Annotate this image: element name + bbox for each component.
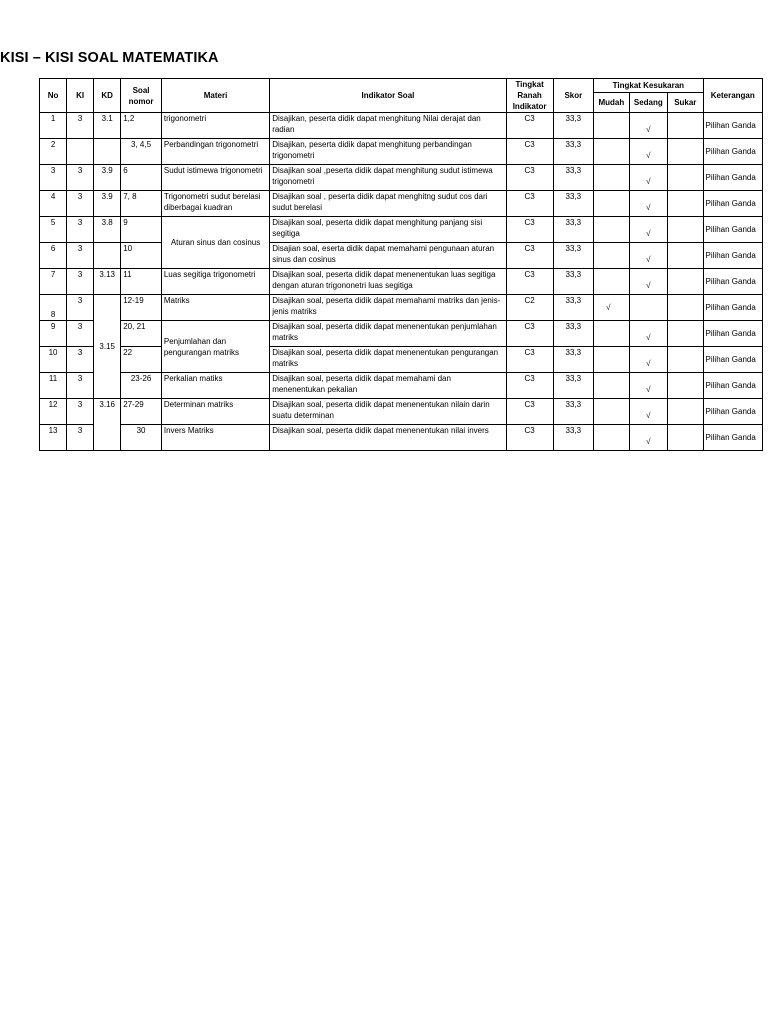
cell-sedang [629,243,668,269]
check-mark: √ [646,280,651,290]
cell-skor: 33,3 [553,347,594,373]
cell-sedang [629,295,668,321]
cell-ki: 3 [67,425,94,451]
header-tingkat-kesukaran: Tingkat Kesukaran [594,79,703,93]
table-row [40,113,763,139]
cell-ranah: C3 [506,217,553,243]
cell-mudah [594,373,629,399]
cell-keterangan: Pilihan Ganda [703,113,762,139]
cell-sedang [629,113,668,139]
cell-kd: 3.9 [94,165,121,191]
document-title: KISI – KISI SOAL MATEMATIKA [0,50,219,66]
cell-kd: 3.13 [94,269,121,295]
cell-no: 11 [40,373,67,399]
cell-mudah [594,165,629,191]
cell-ranah: C3 [506,373,553,399]
cell-skor: 33,3 [553,399,594,425]
table-row [40,425,763,451]
cell-sedang [629,165,668,191]
header-tingkat-ranah: Tingkat Ranah Indikator [506,79,553,113]
cell-materi: Determinan matriks [161,399,269,425]
header-sedang: Sedang [629,92,668,112]
cell-ki: 3 [67,113,94,139]
check-mark: √ [646,358,651,368]
cell-ranah: C3 [506,191,553,217]
cell-no: 13 [40,425,67,451]
cell-keterangan: Pilihan Ganda [703,347,762,373]
header-indikator: Indikator Soal [270,79,506,113]
cell-materi: Trigonometri sudut berelasi diberbagai kuadran [161,191,269,217]
cell-sukar [668,295,703,321]
cell-ranah: C3 [506,347,553,373]
cell-ki: 3 [67,269,94,295]
cell-mudah [594,243,629,269]
cell-kd: 3.15 [94,295,121,399]
cell-no: 8 [40,295,67,321]
cell-keterangan: Pilihan Ganda [703,399,762,425]
cell-soal: 9 [121,217,162,243]
cell-sedang [629,217,668,243]
table-row [40,295,763,321]
cell-no: 9 [40,321,67,347]
cell-kd: 3.8 [94,217,121,243]
cell-soal: 27-29 [121,399,162,425]
cell-keterangan: Pilihan Ganda [703,139,762,165]
check-mark: √ [646,176,651,186]
check-mark: √ [646,228,651,238]
check-mark: √ [646,436,651,446]
cell-soal: 23-26 [121,373,162,399]
cell-no: 7 [40,269,67,295]
cell-keterangan: Pilihan Ganda [703,373,762,399]
header-materi: Materi [161,79,269,113]
table-row [40,399,763,425]
cell-keterangan: Pilihan Ganda [703,165,762,191]
cell-keterangan: Pilihan Ganda [703,321,762,347]
cell-sedang [629,191,668,217]
header-no: No [40,79,67,113]
cell-indikator: Disajikan soal, peserta didik dapat menenentukan luas segitiga dengan aturan trigononetri luas segitiga [270,269,506,295]
table-row [40,191,763,217]
check-mark: √ [646,410,651,420]
cell-sukar [668,191,703,217]
table-row [40,243,763,269]
cell-skor: 33,3 [553,373,594,399]
table-row [40,139,763,165]
cell-indikator: Disajikan soal, peserta didik dapat menenentukan pengurangan matriks [270,347,506,373]
cell-skor: 33,3 [553,139,594,165]
header-skor: Skor [553,79,594,113]
cell-sedang [629,347,668,373]
cell-ki: 3 [67,347,94,373]
cell-mudah [594,295,629,321]
cell-sedang [629,269,668,295]
cell-soal: 10 [121,243,162,269]
cell-indikator: Disajikan soal, peserta didik dapat menenentukan nilain darin suatu determinan [270,399,506,425]
cell-indikator: Disajian soal, eserta didik dapat memahami pengunaan aturan sinus dan cosinus [270,243,506,269]
cell-ranah: C2 [506,295,553,321]
header-kd: KD [94,79,121,113]
cell-sukar [668,321,703,347]
cell-sukar [668,373,703,399]
cell-ranah: C3 [506,399,553,425]
cell-ranah: C3 [506,113,553,139]
cell-no: 1 [40,113,67,139]
table-row [40,269,763,295]
cell-skor: 33,3 [553,165,594,191]
cell-keterangan: Pilihan Ganda [703,269,762,295]
cell-soal: 12-19 [121,295,162,321]
cell-materi: trigonometri [161,113,269,139]
header-sukar: Sukar [668,92,703,112]
cell-keterangan: Pilihan Ganda [703,243,762,269]
cell-indikator: Disajikan soal, peserta didik dapat menghitung panjang sisi segitiga [270,217,506,243]
cell-materi: Penjumlahan dan pengurangan matriks [161,321,269,373]
table-row [40,373,763,399]
cell-skor: 33,3 [553,113,594,139]
cell-soal: 6 [121,165,162,191]
cell-ki: 3 [67,373,94,399]
cell-indikator: Disajikan soal , peserta didik dapat menghitng sudut cos dari sudut berelasi [270,191,506,217]
cell-indikator: Disajikan, peserta didik dapat menghitung perbandingan trigonometri [270,139,506,165]
cell-ranah: C3 [506,269,553,295]
cell-kd: 3.9 [94,191,121,217]
cell-keterangan: Pilihan Ganda [703,295,762,321]
cell-mudah [594,425,629,451]
cell-indikator: Disajikan, peserta didik dapat menghitung Nilai derajat dan radian [270,113,506,139]
cell-ranah: C3 [506,243,553,269]
cell-ki: 3 [67,399,94,425]
cell-ranah: C3 [506,165,553,191]
cell-keterangan: Pilihan Ganda [703,191,762,217]
header-mudah: Mudah [594,92,629,112]
cell-materi: Invers Matriks [161,425,269,451]
table-row [40,217,763,243]
cell-mudah [594,269,629,295]
cell-soal: 3, 4,5 [121,139,162,165]
cell-no: 4 [40,191,67,217]
cell-sukar [668,217,703,243]
cell-indikator: Disajikan soal ,peserta didik dapat menghitung sudut istimewa trigonometri [270,165,506,191]
cell-skor: 33,3 [553,217,594,243]
cell-sukar [668,399,703,425]
cell-skor: 33,3 [553,295,594,321]
cell-sukar [668,113,703,139]
cell-sedang [629,373,668,399]
cell-skor: 33,3 [553,243,594,269]
cell-materi: Perbandingan trigonometri [161,139,269,165]
kisi-table [39,78,763,451]
cell-indikator: Disajikan soal, peserta didik dapat menenentukan penjumlahan matriks [270,321,506,347]
cell-no: 5 [40,217,67,243]
cell-skor: 33,3 [553,321,594,347]
cell-sukar [668,139,703,165]
cell-kd [94,243,121,269]
check-mark: √ [646,202,651,212]
cell-materi: Sudut istimewa trigonometri [161,165,269,191]
cell-kd: 3.1 [94,113,121,139]
cell-sedang [629,399,668,425]
cell-mudah [594,321,629,347]
cell-soal: 22 [121,347,162,373]
cell-no: 12 [40,399,67,425]
cell-skor: 33,3 [553,425,594,451]
cell-soal: 1,2 [121,113,162,139]
cell-soal: 11 [121,269,162,295]
cell-keterangan: Pilihan Ganda [703,217,762,243]
cell-mudah [594,399,629,425]
cell-ranah: C3 [506,321,553,347]
cell-ranah: C3 [506,425,553,451]
table-row [40,165,763,191]
cell-materi: Luas segitiga trigonometri [161,269,269,295]
cell-soal: 30 [121,425,162,451]
cell-ki: 3 [67,243,94,269]
cell-mudah [594,217,629,243]
cell-sukar [668,243,703,269]
cell-kd: 3.16 [94,399,121,451]
cell-ki: 3 [67,321,94,347]
check-mark: √ [646,384,651,394]
cell-mudah [594,191,629,217]
cell-skor: 33,3 [553,191,594,217]
header-ki: KI [67,79,94,113]
check-mark: √ [606,303,611,312]
cell-mudah [594,113,629,139]
cell-no: 2 [40,139,67,165]
cell-sedang [629,425,668,451]
check-mark: √ [646,332,651,342]
table-row [40,321,763,347]
cell-sukar [668,425,703,451]
cell-ki: 3 [67,217,94,243]
cell-mudah [594,139,629,165]
check-mark: √ [646,150,651,160]
table-row [40,347,763,373]
cell-sedang [629,139,668,165]
check-mark: √ [646,254,651,264]
cell-sedang [629,321,668,347]
cell-indikator: Disajikan soal, peserta didik dapat memahami dan menenentukan pekalian [270,373,506,399]
cell-sukar [668,165,703,191]
cell-ki: 3 [67,165,94,191]
header-soal-nomor: Soal nomor [121,79,162,113]
cell-materi: Aturan sinus dan cosinus [161,217,269,269]
cell-ki: 3 [67,295,94,321]
cell-ki: 3 [67,191,94,217]
cell-soal: 20, 21 [121,321,162,347]
cell-sukar [668,269,703,295]
cell-materi: Matriks [161,295,269,321]
cell-no: 3 [40,165,67,191]
cell-materi: Perkalian matiks [161,373,269,399]
cell-ranah: C3 [506,139,553,165]
cell-indikator: Disajikan soal, peserta didik dapat menenentukan nilai invers [270,425,506,451]
cell-no: 6 [40,243,67,269]
cell-ki [67,139,94,165]
cell-sukar [668,347,703,373]
cell-soal: 7, 8 [121,191,162,217]
check-mark: √ [646,124,651,134]
cell-no: 10 [40,347,67,373]
cell-indikator: Disajikan soal, peserta didik dapat memahami matriks dan jenis-jenis matriks [270,295,506,321]
cell-keterangan: Pilihan Ganda [703,425,762,451]
cell-kd [94,139,121,165]
cell-skor: 33,3 [553,269,594,295]
cell-mudah [594,347,629,373]
header-keterangan: Keterangan [703,79,762,113]
